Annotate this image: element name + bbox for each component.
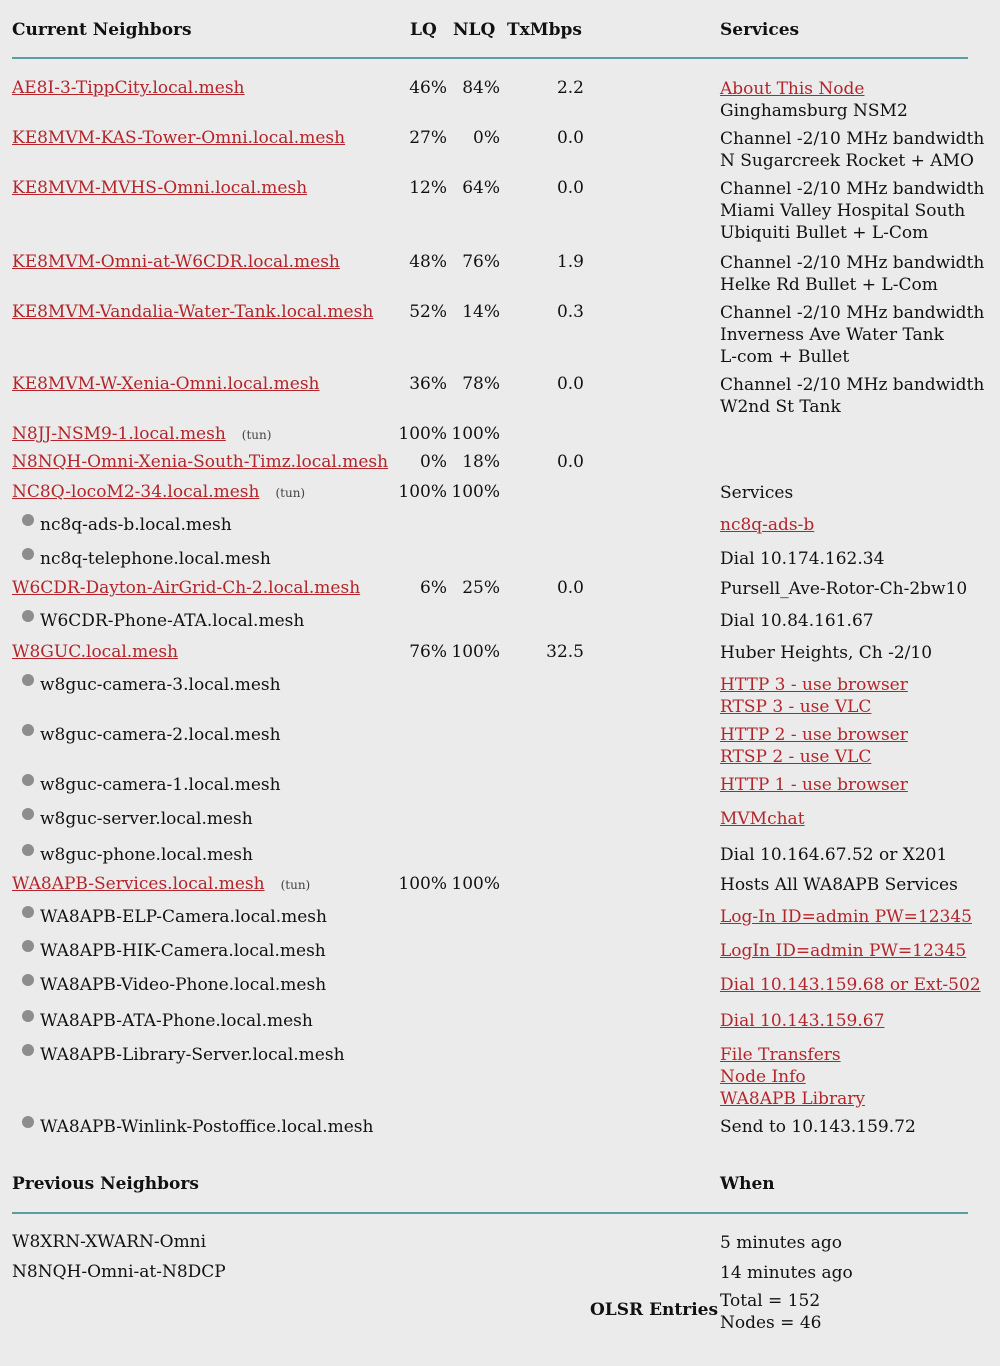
service-text: Hosts All WA8APB Services (720, 875, 958, 895)
lq-value: 76% (409, 642, 447, 662)
service-host (22, 774, 281, 795)
service-text: Pursell_Ave-Rotor-Ch-2bw10 (720, 579, 968, 599)
service-link[interactable]: Dial 10.143.159.67 (720, 1011, 885, 1031)
txmbps-value: 0.3 (556, 302, 584, 322)
service-link-line (720, 514, 814, 536)
neighbor-link[interactable]: KE8MVM-KAS-Tower-Omni.local.mesh (12, 128, 346, 148)
lq-value: 27% (409, 128, 447, 148)
service-host (22, 906, 327, 927)
bullet-dot-icon (22, 906, 34, 918)
txmbps-value: 0.0 (556, 128, 584, 148)
service-link-line (720, 774, 908, 796)
neighbor-link[interactable]: AE8I-3-TippCity.local.mesh (12, 78, 245, 98)
neighbor-name[interactable] (12, 128, 345, 148)
host-name: w8guc-camera-3.local.mesh (40, 675, 281, 695)
neighbor-name[interactable] (12, 78, 245, 98)
nlq-value: 100% (451, 482, 500, 502)
host-name: w8guc-phone.local.mesh (40, 845, 253, 865)
current-neighbors-header: Current Neighbors (12, 20, 192, 40)
services-cell (720, 1044, 865, 1110)
service-link[interactable]: MVMchat (720, 809, 805, 829)
bullet-dot-icon (22, 724, 34, 736)
service-link[interactable]: HTTP 2 - use browser (720, 725, 908, 745)
services-cell (720, 974, 981, 996)
txmbps-value: 1.9 (556, 252, 584, 272)
host-name: WA8APB-HIK-Camera.local.mesh (40, 941, 326, 961)
bullet-dot-icon (22, 1010, 34, 1022)
nlq-value: 25% (462, 578, 500, 598)
services-cell (720, 874, 958, 896)
neighbor-link[interactable]: W6CDR-Dayton-AirGrid-Ch-2.local.mesh (12, 578, 361, 598)
service-host (22, 940, 326, 961)
service-text: N Sugarcreek Rocket + AMO (720, 151, 974, 171)
service-host (22, 844, 253, 865)
service-link-line (720, 808, 805, 830)
txmbps-value: 2.2 (556, 78, 584, 98)
tunnel-badge: (tun) (241, 428, 272, 442)
nlq-value: 84% (462, 78, 500, 98)
neighbor-name[interactable] (12, 178, 307, 198)
service-host (22, 808, 253, 829)
nlq-value: 76% (462, 252, 500, 272)
neighbor-name[interactable] (12, 642, 178, 662)
services-cell (720, 674, 908, 718)
neighbor-link[interactable]: N8JJ-NSM9-1.local.mesh (12, 424, 226, 444)
host-name: w8guc-camera-1.local.mesh (40, 775, 281, 795)
service-link-line (720, 1066, 865, 1088)
service-text: Send to 10.143.159.72 (720, 1117, 916, 1137)
service-link[interactable]: HTTP 1 - use browser (720, 775, 908, 795)
nlq-value: 64% (462, 178, 500, 198)
txmbps-value: 0.0 (556, 452, 584, 472)
service-link[interactable]: WA8APB Library (720, 1089, 865, 1109)
service-host (22, 974, 326, 995)
lq-value: 46% (409, 78, 447, 98)
nlq-value: 18% (462, 452, 500, 472)
service-text: W2nd St Tank (720, 397, 841, 417)
previous-node-name: N8NQH-Omni-at-N8DCP (12, 1262, 226, 1282)
services-cell (720, 724, 908, 768)
service-link-line (720, 78, 908, 100)
previous-divider (12, 1212, 968, 1214)
header-divider (12, 57, 968, 59)
service-link[interactable]: File Transfers (720, 1045, 841, 1065)
host-name: WA8APB-Library-Server.local.mesh (40, 1045, 345, 1065)
host-name: nc8q-ads-b.local.mesh (40, 515, 232, 535)
txmbps-value: 32.5 (546, 642, 584, 662)
lq-value: 12% (409, 178, 447, 198)
bullet-dot-icon (22, 974, 34, 986)
service-link[interactable]: Node Info (720, 1067, 806, 1087)
service-link[interactable]: Log-In ID=admin PW=12345 (720, 907, 972, 927)
neighbor-link[interactable]: KE8MVM-W-Xenia-Omni.local.mesh (12, 374, 320, 394)
service-link-line (720, 906, 972, 928)
service-host (22, 1044, 345, 1065)
txmbps-value: 0.0 (556, 578, 584, 598)
services-cell (720, 374, 984, 418)
neighbor-name[interactable] (12, 302, 373, 322)
neighbor-name[interactable] (12, 578, 360, 598)
service-link[interactable]: LogIn ID=admin PW=12345 (720, 941, 967, 961)
service-link[interactable]: Dial 10.143.159.68 or Ext-502 (720, 975, 981, 995)
txmbps-header: TxMbps (507, 20, 582, 40)
service-host (22, 514, 232, 535)
neighbor-link[interactable]: KE8MVM-Vandalia-Water-Tank.local.mesh (12, 302, 374, 322)
tunnel-badge: (tun) (275, 486, 306, 500)
previous-neighbors-header: Previous Neighbors (12, 1174, 199, 1194)
neighbor-link[interactable]: WA8APB-Services.local.mesh (12, 874, 265, 894)
services-cell (720, 548, 884, 570)
lq-value: 6% (420, 578, 447, 598)
service-link[interactable]: nc8q-ads-b (720, 515, 815, 535)
service-link-line (720, 940, 966, 962)
bullet-dot-icon (22, 774, 34, 786)
bullet-dot-icon (22, 1044, 34, 1056)
neighbor-link[interactable]: N8NQH-Omni-Xenia-South-Timz.local.mesh (12, 452, 389, 472)
nlq-value: 78% (462, 374, 500, 394)
lq-value: 36% (409, 374, 447, 394)
service-link-line (720, 1044, 865, 1066)
services-cell (720, 844, 947, 866)
when-header: When (720, 1174, 775, 1194)
neighbor-name[interactable] (12, 374, 320, 394)
services-cell (720, 128, 984, 172)
service-link-line (720, 1010, 884, 1032)
services-cell (720, 774, 908, 796)
nlq-value: 100% (451, 874, 500, 894)
service-text: Ginghamsburg NSM2 (720, 101, 908, 121)
services-cell (720, 514, 814, 536)
service-host (22, 548, 271, 569)
host-name: WA8APB-Winlink-Postoffice.local.mesh (40, 1117, 374, 1137)
host-name: w8guc-server.local.mesh (40, 809, 253, 829)
bullet-dot-icon (22, 514, 34, 526)
service-text: L-com + Bullet (720, 347, 850, 367)
service-text: Channel -2/10 MHz bandwidth (720, 375, 985, 395)
nlq-value: 14% (462, 302, 500, 322)
service-host (22, 1116, 373, 1137)
bullet-dot-icon (22, 844, 34, 856)
neighbor-name[interactable] (12, 874, 310, 894)
host-name: nc8q-telephone.local.mesh (40, 549, 271, 569)
olsr-entries-label: OLSR Entries (590, 1300, 719, 1320)
bullet-dot-icon (22, 548, 34, 560)
lq-value: 100% (398, 424, 447, 444)
services-cell (720, 178, 984, 244)
lq-header: LQ (410, 20, 437, 40)
service-text: Huber Heights, Ch -2/10 (720, 643, 933, 663)
txmbps-value: 0.0 (556, 374, 584, 394)
lq-value: 52% (409, 302, 447, 322)
host-name: WA8APB-ATA-Phone.local.mesh (40, 1011, 313, 1031)
services-cell (720, 940, 966, 962)
previous-node-name: W8XRN-XWARN-Omni (12, 1232, 207, 1252)
service-link-line (720, 696, 908, 718)
previous-when: 14 minutes ago (720, 1263, 853, 1283)
service-text: Ubiquiti Bullet + L-Com (720, 223, 929, 243)
bullet-dot-icon (22, 610, 34, 622)
services-cell (720, 578, 967, 600)
services-cell (720, 906, 972, 928)
neighbor-name[interactable] (12, 424, 271, 444)
services-header: Services (720, 20, 800, 40)
service-host (22, 610, 304, 631)
lq-value: 100% (398, 874, 447, 894)
services-cell (720, 808, 805, 830)
services-cell (720, 642, 932, 664)
olsr-total: Total = 152 (720, 1291, 821, 1311)
service-text: Dial 10.164.67.52 or X201 (720, 845, 948, 865)
services-cell (720, 482, 793, 504)
service-link-line (720, 1088, 865, 1110)
service-host (22, 724, 281, 745)
service-host (22, 674, 281, 695)
service-text: Channel -2/10 MHz bandwidth (720, 179, 985, 199)
service-text: Channel -2/10 MHz bandwidth (720, 129, 985, 149)
service-text: Channel -2/10 MHz bandwidth (720, 253, 985, 273)
service-text: Helke Rd Bullet + L-Com (720, 275, 938, 295)
host-name: W6CDR-Phone-ATA.local.mesh (40, 611, 305, 631)
service-link[interactable]: About This Node (720, 79, 865, 99)
service-link-line (720, 974, 981, 996)
service-link[interactable]: RTSP 3 - use VLC (720, 697, 872, 717)
bullet-dot-icon (22, 808, 34, 820)
lq-value: 0% (420, 452, 447, 472)
neighbor-link[interactable]: KE8MVM-Omni-at-W6CDR.local.mesh (12, 252, 340, 272)
neighbor-link[interactable]: W8GUC.local.mesh (12, 642, 179, 662)
service-link-line (720, 674, 908, 696)
neighbor-link[interactable]: NC8Q-locoM2-34.local.mesh (12, 482, 260, 502)
service-link[interactable]: HTTP 3 - use browser (720, 675, 908, 695)
service-text: Dial 10.84.161.67 (720, 611, 874, 631)
services-cell (720, 1116, 916, 1138)
olsr-nodes: Nodes = 46 (720, 1313, 822, 1333)
host-name: WA8APB-ELP-Camera.local.mesh (40, 907, 327, 927)
lq-value: 48% (409, 252, 447, 272)
host-name: w8guc-camera-2.local.mesh (40, 725, 281, 745)
neighbor-link[interactable]: KE8MVM-MVHS-Omni.local.mesh (12, 178, 308, 198)
services-cell (720, 610, 874, 632)
service-link-line (720, 724, 908, 746)
bullet-dot-icon (22, 1116, 34, 1128)
neighbor-name[interactable] (12, 252, 340, 272)
service-text: Dial 10.174.162.34 (720, 549, 885, 569)
bullet-dot-icon (22, 940, 34, 952)
services-cell (720, 302, 984, 368)
service-text: Inverness Ave Water Tank (720, 325, 944, 345)
nlq-header: NLQ (453, 20, 496, 40)
txmbps-value: 0.0 (556, 178, 584, 198)
nlq-value: 100% (451, 424, 500, 444)
service-text: Channel -2/10 MHz bandwidth (720, 303, 985, 323)
neighbor-name[interactable] (12, 452, 388, 472)
service-host (22, 1010, 313, 1031)
service-link-line (720, 746, 908, 768)
services-cell (720, 1010, 884, 1032)
previous-when: 5 minutes ago (720, 1233, 842, 1253)
bullet-dot-icon (22, 674, 34, 686)
service-text: Services (720, 483, 794, 503)
host-name: WA8APB-Video-Phone.local.mesh (40, 975, 327, 995)
service-link[interactable]: RTSP 2 - use VLC (720, 747, 872, 767)
services-cell (720, 78, 908, 122)
neighbor-name[interactable] (12, 482, 305, 502)
lq-value: 100% (398, 482, 447, 502)
nlq-value: 0% (473, 128, 500, 148)
service-text: Miami Valley Hospital South (720, 201, 966, 221)
services-cell (720, 252, 984, 296)
nlq-value: 100% (451, 642, 500, 662)
tunnel-badge: (tun) (280, 878, 311, 892)
